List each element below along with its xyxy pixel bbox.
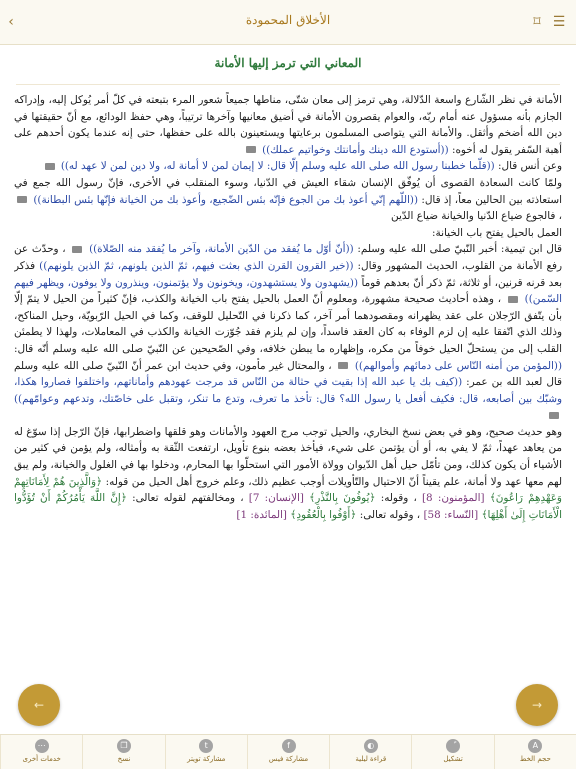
copy-icon: ❐	[117, 739, 131, 753]
verse-reference: [المؤمنون: 8]	[421, 492, 485, 505]
paragraph: الأمانة في نظر الشّارع واسعة الدّلالة، وهي ترمز إلى معان شتّى، مناطها جميعاً شعور المرء بتبعته في كلّ أمر يُوكل إليه، وإدراكه الجازم بأنه مسؤول عنه أمام ربّه، والعوام يقصرون الأمانة في أضيق معانيها وآخرها ترتيباً، وهي حفظ الودائع، مع أنّ حقيقتها في دين الله أضخم وأثقل. والأمانة التي يتواصى المسلمون برعايتها ويستعينون بالله على حفظها، حتى إنه عندما يكون أحدهم على أهبة السّفر يقول له أخوه: ((أستودع الله دينك وأمانتك وخواتيم عملك))	[14, 94, 562, 156]
diacritics-icon	[446, 739, 460, 753]
hadith-quote: ((كيف بك يا عبد الله إذا بقيت في حثالة من النّاس قد مرجت عهودهم وأماناتهم، واختلفوا فصاروا هكذا، وشبّك بين أصابعه، قال: فكيف أفعل يا رسول الله؟ قال: تأخذ ما تعرف، وتدع ما تنكر، وتقبل على خاصّتك، وتدعهم وعوامّهم))	[14, 376, 562, 405]
book-icon[interactable]	[549, 412, 559, 419]
hadith-quote: ((قلّما خطبنا رسول الله صلى الله عليه وسلم إلّا قال: لا إيمان لمن لا أمانة له، ولا دين لمن لا عهد له))	[60, 160, 495, 173]
previous-page-button[interactable]	[18, 684, 60, 726]
quran-verse: ﴿وَالَّذِينَ هُمْ لِأَمَانَاتِهِمْ وَعَهْدِهِمْ رَاعُونَ﴾	[14, 475, 562, 505]
font-size-icon: A	[528, 739, 542, 753]
chevron-right-icon: →	[531, 698, 543, 712]
divider	[16, 84, 560, 85]
bottom-toolbar	[0, 734, 576, 769]
night-mode-icon: ◐	[364, 739, 378, 753]
hadith-quote: ((يشهدون ولا يستشهدون، ويخونون ولا يؤتمنون، وينذرون ولا يوفون، ويظهر فيهم السّمن))	[14, 276, 562, 306]
hadith-quote: ((خير القرون القرن الذي بعثت فيهم، ثمّ الذين يلونهم، ثمّ الذين يلونهم))	[39, 259, 354, 272]
hadith-quote: ((أستودع الله دينك وأمانتك وخواتيم عملك))	[262, 143, 449, 156]
tab-other-services[interactable]: ⋯ خدمات أخرى	[0, 735, 82, 769]
tab-font-size[interactable]: A حجم الخط	[494, 735, 576, 769]
facebook-icon: f	[282, 739, 296, 753]
page-title: الأخلاق المحمودة	[245, 13, 331, 27]
book-icon[interactable]	[72, 246, 82, 253]
paragraph: قال ابن تيمية: أخبر النّبيّ صلى الله عليه وسلم: ((أنّ أوّل ما يُفقد من الدّين الأمانة، وآخر ما يُفقد منه الصّلاة)) ، وحدّث عن رفع الأمانة من القلوب، الحديث المشهور وقال: ((خير القرون القرن الذي بعثت فيهم، ثمّ الذين يلونهم، ثمّ الذين يلونهم)) فذكر بعد قرنه قرنين، أو ثلاثة، ثمّ ذكر أنّ بعدهم قوماً ((يشهدون ولا يستشهدون، ويخونون ولا يؤتمنون، وينذرون ولا يوفون، ويظهر فيهم السّمن)) ، وهذه أحاديث صحيحة مشهورة، ومعلوم أنّ العمل بالحيل يفتح باب الخيانة والكذب، فإنّ كثيراً من الحيل لا يتمّ إلّا بأن يتّفق الرّجلان على عقد يظهرانه ومقصودهما أمر آخر، كما ذكرنا في التّحليل للوقف، وكما في الحيل الرّبويّة، وحيل المناكح، وذلك الذي اتّفقا عليه إن لزم الوفاء به كان العقد فاسداً، وإن لم يلزم فقد جُوّزت الخيانة والكذب في المعاملات، ولهذا لا يطمئن القلب إلى من يستحلّ الحيل خوفاً من مكره، وإظهاره ما يبطن خلافه، وفي الصّحيحين عن النّبيّ صلى الله عليه وسلم أنّه قال: ((المؤمن من أمنه النّاس على دمائهم وأموالهم)) ، والمحتال غير مأمون، وفي حديث ابن عمر أنّ النّبيّ صلى الله عليه وسلم قال لعبد الله بن عمر: ((كيف بك يا عبد الله إذا بقيت في حثالة من النّاس قد مرجت عهودهم وأماناتهم، واختلفوا فصاروا هكذا، وشبّك بين أصابعه، قال: فكيف أفعل يا رسول الله؟ قال: تأخذ ما تعرف، وتدع ما تنكر، وتقبل على خاصّتك، وتدعهم وعوامّهم))	[14, 241, 562, 424]
hadith-quote: ((أنّ أوّل ما يُفقد من الدّين الأمانة، وآخر ما يُفقد منه الصّلاة))	[89, 243, 354, 256]
quran-verse: ﴿أَوْفُوا بِالْعُقُودِ﴾	[290, 508, 357, 521]
tab-copy[interactable]: ❐ نسخ	[82, 735, 164, 769]
verse-reference: [المائدة: 1]	[236, 508, 287, 521]
book-icon[interactable]	[246, 146, 256, 153]
menu-icon[interactable]: ☰	[552, 14, 566, 30]
book-icon[interactable]	[508, 296, 518, 303]
chevron-left-icon: ←	[33, 698, 45, 712]
bookmark-icon[interactable]: ⌑	[533, 14, 541, 30]
tab-diacritics[interactable]: تشكيل	[411, 735, 493, 769]
next-page-button[interactable]	[516, 684, 558, 726]
paragraph-heading: العمل بالحيل يفتح باب الخيانة:	[432, 226, 562, 239]
quran-verse: ﴿إِنَّ اللَّهَ يَأْمُرُكُمْ أَنْ تُؤَدُّوا الْأَمَانَاتِ إِلَىٰ أَهْلِهَا﴾	[14, 492, 562, 521]
article-body	[14, 92, 562, 590]
verse-reference: [الإنسان: 7]	[248, 492, 304, 505]
tab-share-facebook[interactable]: f مشاركة فيس	[247, 735, 329, 769]
verse-reference: [النّساء: 58]	[423, 508, 479, 521]
book-icon[interactable]	[338, 362, 348, 369]
paragraph: ولمّا كانت السعادة القصوى أن يُوفّق الإنسان شقاء العيش في الدّنيا، وسوء المنقلب في الأخرى، فإنّ رسول الله جمع في استعاذته بين الحالين معاً، إذ قال: ((اللّهم إنّي أعوذ بك من الجوع فإنّه بئس الضّجيع، وأعوذ بك من الخيانة فإنّها بئس البطانة)) ، فالجوع ضياع الدّنيا والخيانة ضياع الدّين	[14, 176, 562, 223]
hadith-quote: ((اللّهم إنّي أعوذ بك من الجوع فإنّه بئس الضّجيع، وأعوذ بك من الخيانة فإنّها بئس البطانة))	[33, 193, 419, 206]
tab-night-mode[interactable]: ◐ قراءة ليلية	[329, 735, 411, 769]
twitter-icon: t	[199, 739, 213, 753]
quran-verse: ﴿يُوفُونَ بِالنَّذْرِ﴾	[309, 492, 376, 505]
tab-share-twitter[interactable]: t مشاركة تويتر	[165, 735, 247, 769]
book-icon[interactable]	[17, 196, 27, 203]
chevron-left-icon[interactable]: ‹	[8, 14, 14, 30]
top-bar	[0, 0, 576, 45]
share-icon: ⋯	[35, 739, 49, 753]
hadith-quote: ((المؤمن من أمنه النّاس على دمائهم وأموالهم))	[354, 359, 562, 372]
book-icon[interactable]	[45, 163, 55, 170]
paragraph: وهو حديث صحيح، وهو في بعض نسخ البخاري، والحيل توجب مرج العهود والأمانات وهو قلقها واضطرابها، فإنّ الرّجل إذا سوّغ له من يعاهد عهداً، ثمّ لا يفي به، أو أن يؤتمن على شيء، فيأخذ بعضه بنوع تأويل، ارتفعت الثّقة به وأمثاله، ولم يؤمن في كثير من الأشياء أن يكون كذلك، ومن تأمّل حيل أهل الدّيوان وولاة الأمور التي استحلّوا بها المحارم، ودخلوا بها في الغلول والخيانة، ولم يبق لهم معها عهد ولا أمانة، علم يقيناً أنّ الاحتيال والتّأويلات أوجب عظيم ذلك، وعلم خروج أهل الحيل من قوله: ﴿وَالَّذِينَ هُمْ لِأَمَانَاتِهِمْ وَعَهْدِهِمْ رَاعُونَ﴾ [المؤمنون: 8] ، وقوله: ﴿يُوفُونَ بِالنَّذْرِ﴾ [الإنسان: 7] ، ومخالفتهم لقوله تعالى: ﴿إِنَّ اللَّهَ يَأْمُرُكُمْ أَنْ تُؤَدُّوا الْأَمَانَاتِ إِلَىٰ أَهْلِهَا﴾ [النّساء: 58] ، وقوله تعالى: ﴿أَوْفُوا بِالْعُقُودِ﴾ [المائدة: 1]	[14, 425, 562, 521]
paragraph: وعن أنس قال: ((قلّما خطبنا رسول الله صلى الله عليه وسلم إلّا قال: لا إيمان لمن لا أمانة له، ولا دين لمن لا عهد له))	[14, 158, 562, 175]
section-title: المعاني التي ترمز إليها الأمانة	[214, 56, 362, 70]
